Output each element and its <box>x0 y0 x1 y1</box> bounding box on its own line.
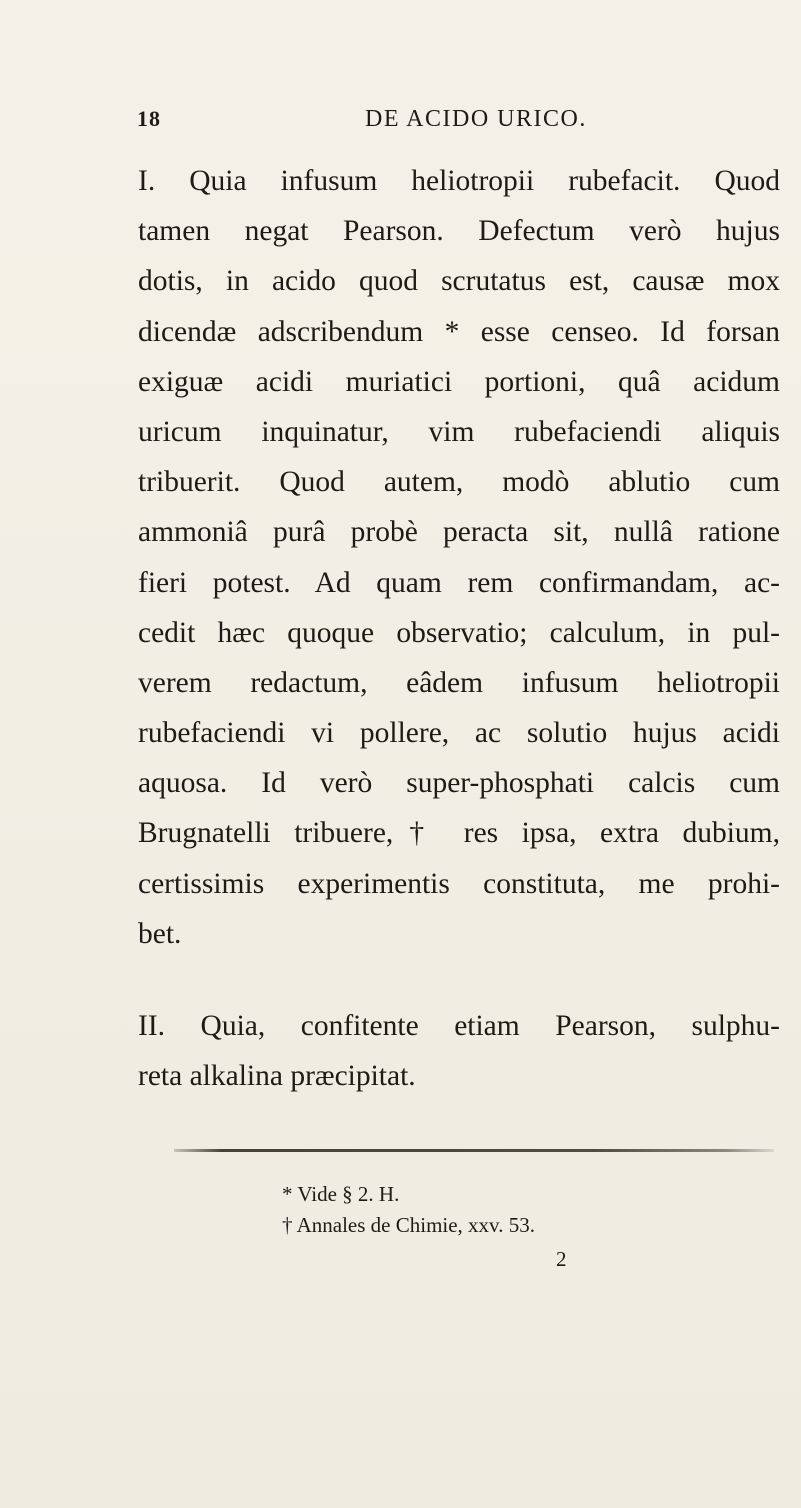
paragraph-line: tamen negat Pearson. Defectum verò hujus <box>138 215 780 248</box>
footnote-rule <box>174 1149 774 1152</box>
paragraph-1 <box>138 156 780 959</box>
paragraph-line: exiguæ acidi muriatici portioni, quâ acidum <box>138 365 780 398</box>
paragraph-line: rubefaciendi vi pollere, ac solutio hujus acidi <box>138 717 780 750</box>
paragraph-line: uricum inquinatur, vim rubefaciendi aliquis <box>138 415 780 448</box>
paragraph-line: reta alkalina præcipitat. <box>138 1060 416 1093</box>
paragraph-line: certissimis experimentis constituta, me prohi- <box>138 867 780 900</box>
paragraph-line: fieri potest. Ad quam rem confirmandam, ac- <box>138 566 780 599</box>
paragraph-line: Brugnatelli tribuere,† res ipsa, extra dubium, <box>138 817 780 850</box>
paragraph-line: ammoniâ purâ probè peracta sit, nullâ ratione <box>138 516 780 549</box>
paragraph-line: dicendæ adscribendum * esse censeo. Id forsan <box>138 315 780 348</box>
page-number: 18 <box>137 106 161 131</box>
paragraph-line: I. Quia infusum heliotropii rubefacit. Quod <box>138 165 780 197</box>
paragraph-gap <box>138 959 780 1001</box>
running-title: DE ACIDO URICO. <box>365 106 587 132</box>
footnote: * Vide § 2. H. <box>282 1182 400 1206</box>
signature-mark: 2 <box>556 1247 567 1271</box>
paragraph-line: verem redactum, eâdem infusum heliotropii <box>138 666 780 699</box>
paragraph-line: aquosa. Id verò super-phosphati calcis cum <box>138 767 780 800</box>
paragraph-2 <box>138 1001 780 1101</box>
paragraph-line: cedit hæc quoque observatio; calculum, in pul- <box>138 616 780 649</box>
paragraph-line: bet. <box>138 917 182 950</box>
footnotes <box>282 1179 682 1241</box>
paragraph-line: II. Quia, confitente etiam Pearson, sulphu- <box>138 1010 780 1042</box>
paragraph-line: tribuerit. Quod autem, modò ablutio cum <box>138 466 780 499</box>
running-head <box>137 106 657 140</box>
paragraph-line: dotis, in acido quod scrutatus est, causæ mox <box>138 265 780 298</box>
footnote: † Annales de Chimie, xxv. 53. <box>282 1213 535 1237</box>
body-text <box>138 156 780 1101</box>
